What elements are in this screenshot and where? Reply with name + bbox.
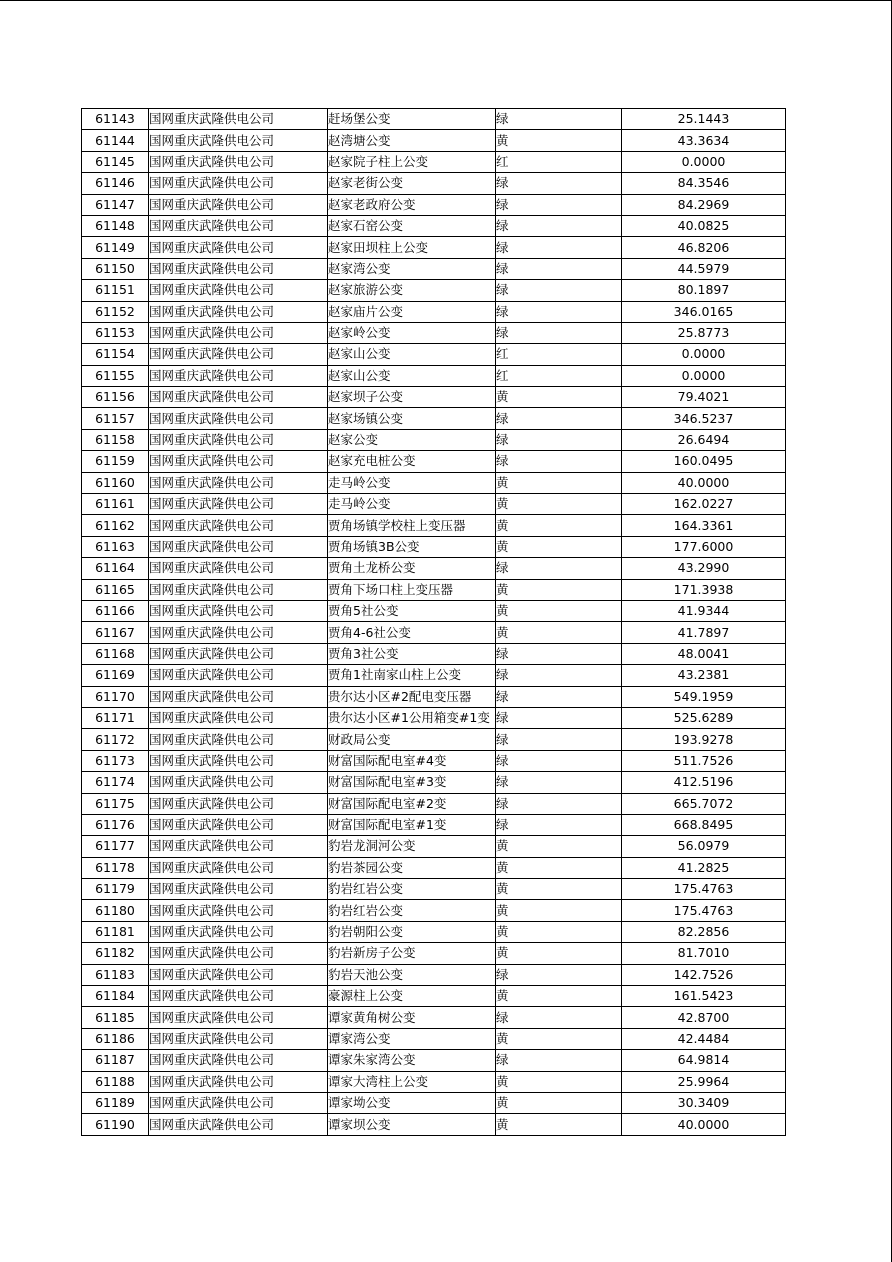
level-cell: 黄	[496, 536, 622, 557]
level-cell: 绿	[496, 429, 622, 450]
station-cell: 赵家田坝柱上公变	[328, 237, 496, 258]
row-id-cell: 61166	[82, 600, 149, 621]
company-cell: 国网重庆武隆供电公司	[149, 130, 328, 151]
level-cell: 绿	[496, 109, 622, 130]
station-cell: 贾角3社公变	[328, 643, 496, 664]
value-cell: 64.9814	[622, 1050, 786, 1071]
level-cell: 绿	[496, 1007, 622, 1028]
level-cell: 黄	[496, 1071, 622, 1092]
table-row	[82, 344, 786, 365]
company-cell: 国网重庆武隆供电公司	[149, 536, 328, 557]
table-body	[82, 109, 786, 1136]
level-cell: 绿	[496, 408, 622, 429]
table-row	[82, 665, 786, 686]
level-cell: 黄	[496, 579, 622, 600]
table-row	[82, 686, 786, 707]
company-cell: 国网重庆武隆供电公司	[149, 494, 328, 515]
table-row	[82, 558, 786, 579]
station-cell: 赵家院子柱上公变	[328, 151, 496, 172]
row-id-cell: 61162	[82, 515, 149, 536]
row-id-cell: 61147	[82, 194, 149, 215]
level-cell: 绿	[496, 237, 622, 258]
row-id-cell: 61157	[82, 408, 149, 429]
station-cell: 赵湾塘公变	[328, 130, 496, 151]
table-row	[82, 921, 786, 942]
row-id-cell: 61158	[82, 429, 149, 450]
row-id-cell: 61176	[82, 814, 149, 835]
station-cell: 赵家坝子公变	[328, 387, 496, 408]
table-row	[82, 237, 786, 258]
company-cell: 国网重庆武隆供电公司	[149, 686, 328, 707]
station-cell: 赵家庙片公变	[328, 301, 496, 322]
company-cell: 国网重庆武隆供电公司	[149, 836, 328, 857]
row-id-cell: 61172	[82, 729, 149, 750]
company-cell: 国网重庆武隆供电公司	[149, 600, 328, 621]
company-cell: 国网重庆武隆供电公司	[149, 986, 328, 1007]
company-cell: 国网重庆武隆供电公司	[149, 173, 328, 194]
level-cell: 绿	[496, 451, 622, 472]
station-cell: 贾角1社南家山柱上公变	[328, 665, 496, 686]
level-cell: 黄	[496, 515, 622, 536]
value-cell: 41.9344	[622, 600, 786, 621]
level-cell: 绿	[496, 258, 622, 279]
company-cell: 国网重庆武隆供电公司	[149, 793, 328, 814]
row-id-cell: 61179	[82, 879, 149, 900]
station-cell: 财政局公变	[328, 729, 496, 750]
station-cell: 财富国际配电室#1变	[328, 814, 496, 835]
value-cell: 175.4763	[622, 879, 786, 900]
company-cell: 国网重庆武隆供电公司	[149, 258, 328, 279]
station-cell: 豹岩龙洞河公变	[328, 836, 496, 857]
level-cell: 黄	[496, 472, 622, 493]
row-id-cell: 61145	[82, 151, 149, 172]
company-cell: 国网重庆武隆供电公司	[149, 344, 328, 365]
company-cell: 国网重庆武隆供电公司	[149, 322, 328, 343]
company-cell: 国网重庆武隆供电公司	[149, 387, 328, 408]
level-cell: 绿	[496, 1050, 622, 1071]
station-cell: 财富国际配电室#3变	[328, 772, 496, 793]
row-id-cell: 61181	[82, 921, 149, 942]
row-id-cell: 61149	[82, 237, 149, 258]
table-row	[82, 707, 786, 728]
table-row	[82, 857, 786, 878]
company-cell: 国网重庆武隆供电公司	[149, 194, 328, 215]
value-cell: 0.0000	[622, 151, 786, 172]
value-cell: 549.1959	[622, 686, 786, 707]
company-cell: 国网重庆武隆供电公司	[149, 879, 328, 900]
station-cell: 谭家大湾柱上公变	[328, 1071, 496, 1092]
table-row	[82, 986, 786, 1007]
level-cell: 绿	[496, 215, 622, 236]
station-cell: 豪源柱上公变	[328, 986, 496, 1007]
company-cell: 国网重庆武隆供电公司	[149, 750, 328, 771]
value-cell: 525.6289	[622, 707, 786, 728]
station-cell: 贾角场镇学校柱上变压器	[328, 515, 496, 536]
value-cell: 81.7010	[622, 943, 786, 964]
value-cell: 30.3409	[622, 1092, 786, 1113]
transformer-table	[81, 108, 786, 1136]
value-cell: 162.0227	[622, 494, 786, 515]
value-cell: 665.7072	[622, 793, 786, 814]
station-cell: 豹岩红岩公变	[328, 879, 496, 900]
level-cell: 红	[496, 151, 622, 172]
table-row	[82, 622, 786, 643]
table-row	[82, 536, 786, 557]
table-row	[82, 173, 786, 194]
value-cell: 41.7897	[622, 622, 786, 643]
table-row	[82, 258, 786, 279]
company-cell: 国网重庆武隆供电公司	[149, 280, 328, 301]
row-id-cell: 61146	[82, 173, 149, 194]
level-cell: 黄	[496, 836, 622, 857]
row-id-cell: 61189	[82, 1092, 149, 1113]
table-row	[82, 772, 786, 793]
station-cell: 财富国际配电室#4变	[328, 750, 496, 771]
station-cell: 赵家充电桩公变	[328, 451, 496, 472]
value-cell: 142.7526	[622, 964, 786, 985]
company-cell: 国网重庆武隆供电公司	[149, 151, 328, 172]
table-row	[82, 793, 786, 814]
value-cell: 25.8773	[622, 322, 786, 343]
station-cell: 贾角下场口柱上变压器	[328, 579, 496, 600]
row-id-cell: 61186	[82, 1028, 149, 1049]
table-row	[82, 964, 786, 985]
row-id-cell: 61164	[82, 558, 149, 579]
company-cell: 国网重庆武隆供电公司	[149, 237, 328, 258]
value-cell: 160.0495	[622, 451, 786, 472]
level-cell: 黄	[496, 986, 622, 1007]
station-cell: 贾角4-6社公变	[328, 622, 496, 643]
row-id-cell: 61171	[82, 707, 149, 728]
company-cell: 国网重庆武隆供电公司	[149, 943, 328, 964]
level-cell: 绿	[496, 280, 622, 301]
level-cell: 绿	[496, 173, 622, 194]
row-id-cell: 61190	[82, 1114, 149, 1135]
level-cell: 红	[496, 344, 622, 365]
company-cell: 国网重庆武隆供电公司	[149, 558, 328, 579]
level-cell: 绿	[496, 814, 622, 835]
station-cell: 豹岩新房子公变	[328, 943, 496, 964]
value-cell: 40.0000	[622, 1114, 786, 1135]
value-cell: 43.2381	[622, 665, 786, 686]
row-id-cell: 61159	[82, 451, 149, 472]
row-id-cell: 61182	[82, 943, 149, 964]
value-cell: 177.6000	[622, 536, 786, 557]
station-cell: 赶场堡公变	[328, 109, 496, 130]
row-id-cell: 61175	[82, 793, 149, 814]
company-cell: 国网重庆武隆供电公司	[149, 1071, 328, 1092]
level-cell: 黄	[496, 900, 622, 921]
station-cell: 贵尔达小区#1公用箱变#1变	[328, 707, 496, 728]
row-id-cell: 61143	[82, 109, 149, 130]
company-cell: 国网重庆武隆供电公司	[149, 729, 328, 750]
station-cell: 谭家湾公变	[328, 1028, 496, 1049]
table-row	[82, 579, 786, 600]
value-cell: 164.3361	[622, 515, 786, 536]
level-cell: 黄	[496, 1114, 622, 1135]
row-id-cell: 61155	[82, 365, 149, 386]
level-cell: 绿	[496, 686, 622, 707]
station-cell: 走马岭公变	[328, 472, 496, 493]
level-cell: 黄	[496, 1028, 622, 1049]
row-id-cell: 61177	[82, 836, 149, 857]
value-cell: 346.0165	[622, 301, 786, 322]
company-cell: 国网重庆武隆供电公司	[149, 857, 328, 878]
company-cell: 国网重庆武隆供电公司	[149, 472, 328, 493]
value-cell: 511.7526	[622, 750, 786, 771]
value-cell: 40.0000	[622, 472, 786, 493]
table-row	[82, 365, 786, 386]
level-cell: 绿	[496, 322, 622, 343]
table-row	[82, 900, 786, 921]
table-row	[82, 515, 786, 536]
station-cell: 豹岩红岩公变	[328, 900, 496, 921]
value-cell: 25.1443	[622, 109, 786, 130]
station-cell: 谭家黄角树公变	[328, 1007, 496, 1028]
station-cell: 赵家老政府公变	[328, 194, 496, 215]
table-row	[82, 836, 786, 857]
table-row	[82, 472, 786, 493]
table-row	[82, 879, 786, 900]
level-cell: 绿	[496, 964, 622, 985]
level-cell: 绿	[496, 729, 622, 750]
value-cell: 42.4484	[622, 1028, 786, 1049]
value-cell: 0.0000	[622, 365, 786, 386]
level-cell: 黄	[496, 494, 622, 515]
station-cell: 贾角土龙桥公变	[328, 558, 496, 579]
company-cell: 国网重庆武隆供电公司	[149, 515, 328, 536]
table-row	[82, 194, 786, 215]
value-cell: 80.1897	[622, 280, 786, 301]
level-cell: 黄	[496, 921, 622, 942]
company-cell: 国网重庆武隆供电公司	[149, 643, 328, 664]
station-cell: 贾角5社公变	[328, 600, 496, 621]
level-cell: 绿	[496, 194, 622, 215]
station-cell: 赵家场镇公变	[328, 408, 496, 429]
company-cell: 国网重庆武隆供电公司	[149, 579, 328, 600]
row-id-cell: 61174	[82, 772, 149, 793]
level-cell: 黄	[496, 879, 622, 900]
row-id-cell: 61150	[82, 258, 149, 279]
row-id-cell: 61152	[82, 301, 149, 322]
station-cell: 谭家坝公变	[328, 1114, 496, 1135]
company-cell: 国网重庆武隆供电公司	[149, 451, 328, 472]
station-cell: 赵家湾公变	[328, 258, 496, 279]
table-row	[82, 1071, 786, 1092]
value-cell: 79.4021	[622, 387, 786, 408]
company-cell: 国网重庆武隆供电公司	[149, 772, 328, 793]
value-cell: 43.2990	[622, 558, 786, 579]
table-row	[82, 814, 786, 835]
table-row	[82, 301, 786, 322]
level-cell: 绿	[496, 643, 622, 664]
company-cell: 国网重庆武隆供电公司	[149, 900, 328, 921]
row-id-cell: 61178	[82, 857, 149, 878]
station-cell: 赵家岭公变	[328, 322, 496, 343]
station-cell: 豹岩天池公变	[328, 964, 496, 985]
company-cell: 国网重庆武隆供电公司	[149, 1007, 328, 1028]
station-cell: 赵家公变	[328, 429, 496, 450]
station-cell: 赵家山公变	[328, 365, 496, 386]
page-top-border	[0, 0, 892, 1]
level-cell: 绿	[496, 707, 622, 728]
station-cell: 贵尔达小区#2配电变压器	[328, 686, 496, 707]
station-cell: 赵家石窑公变	[328, 215, 496, 236]
table-row	[82, 109, 786, 130]
company-cell: 国网重庆武隆供电公司	[149, 1114, 328, 1135]
company-cell: 国网重庆武隆供电公司	[149, 301, 328, 322]
row-id-cell: 61167	[82, 622, 149, 643]
level-cell: 绿	[496, 558, 622, 579]
company-cell: 国网重庆武隆供电公司	[149, 1028, 328, 1049]
table-row	[82, 750, 786, 771]
station-cell: 谭家坳公变	[328, 1092, 496, 1113]
table-row	[82, 494, 786, 515]
row-id-cell: 61156	[82, 387, 149, 408]
level-cell: 绿	[496, 750, 622, 771]
station-cell: 赵家老街公变	[328, 173, 496, 194]
level-cell: 绿	[496, 772, 622, 793]
table-row	[82, 451, 786, 472]
company-cell: 国网重庆武隆供电公司	[149, 665, 328, 686]
level-cell: 黄	[496, 130, 622, 151]
row-id-cell: 61161	[82, 494, 149, 515]
value-cell: 56.0979	[622, 836, 786, 857]
company-cell: 国网重庆武隆供电公司	[149, 1050, 328, 1071]
company-cell: 国网重庆武隆供电公司	[149, 215, 328, 236]
value-cell: 84.3546	[622, 173, 786, 194]
table-row	[82, 729, 786, 750]
station-cell: 赵家山公变	[328, 344, 496, 365]
value-cell: 41.2825	[622, 857, 786, 878]
company-cell: 国网重庆武隆供电公司	[149, 814, 328, 835]
value-cell: 44.5979	[622, 258, 786, 279]
table-row	[82, 643, 786, 664]
company-cell: 国网重庆武隆供电公司	[149, 365, 328, 386]
table-row	[82, 1028, 786, 1049]
level-cell: 黄	[496, 387, 622, 408]
value-cell: 175.4763	[622, 900, 786, 921]
table-row	[82, 600, 786, 621]
row-id-cell: 61144	[82, 130, 149, 151]
row-id-cell: 61185	[82, 1007, 149, 1028]
row-id-cell: 61168	[82, 643, 149, 664]
company-cell: 国网重庆武隆供电公司	[149, 622, 328, 643]
company-cell: 国网重庆武隆供电公司	[149, 429, 328, 450]
row-id-cell: 61165	[82, 579, 149, 600]
company-cell: 国网重庆武隆供电公司	[149, 1092, 328, 1113]
value-cell: 161.5423	[622, 986, 786, 1007]
table-row	[82, 429, 786, 450]
station-cell: 豹岩朝阳公变	[328, 921, 496, 942]
station-cell: 贾角场镇3B公变	[328, 536, 496, 557]
row-id-cell: 61183	[82, 964, 149, 985]
station-cell: 走马岭公变	[328, 494, 496, 515]
value-cell: 43.3634	[622, 130, 786, 151]
row-id-cell: 61154	[82, 344, 149, 365]
level-cell: 绿	[496, 665, 622, 686]
row-id-cell: 61180	[82, 900, 149, 921]
value-cell: 48.0041	[622, 643, 786, 664]
table-row	[82, 280, 786, 301]
row-id-cell: 61169	[82, 665, 149, 686]
value-cell: 25.9964	[622, 1071, 786, 1092]
table-row	[82, 1092, 786, 1113]
table-row	[82, 1114, 786, 1135]
company-cell: 国网重庆武隆供电公司	[149, 964, 328, 985]
table-row	[82, 943, 786, 964]
row-id-cell: 61173	[82, 750, 149, 771]
company-cell: 国网重庆武隆供电公司	[149, 408, 328, 429]
row-id-cell: 61151	[82, 280, 149, 301]
value-cell: 171.3938	[622, 579, 786, 600]
row-id-cell: 61153	[82, 322, 149, 343]
table-row	[82, 130, 786, 151]
level-cell: 黄	[496, 600, 622, 621]
table-row	[82, 1007, 786, 1028]
table-row	[82, 1050, 786, 1071]
company-cell: 国网重庆武隆供电公司	[149, 707, 328, 728]
table-row	[82, 151, 786, 172]
level-cell: 红	[496, 365, 622, 386]
level-cell: 绿	[496, 793, 622, 814]
value-cell: 193.9278	[622, 729, 786, 750]
company-cell: 国网重庆武隆供电公司	[149, 921, 328, 942]
value-cell: 668.8495	[622, 814, 786, 835]
level-cell: 黄	[496, 1092, 622, 1113]
value-cell: 40.0825	[622, 215, 786, 236]
level-cell: 黄	[496, 943, 622, 964]
company-cell: 国网重庆武隆供电公司	[149, 109, 328, 130]
level-cell: 黄	[496, 857, 622, 878]
table-row	[82, 322, 786, 343]
table-row	[82, 215, 786, 236]
station-cell: 谭家朱家湾公变	[328, 1050, 496, 1071]
value-cell: 46.8206	[622, 237, 786, 258]
row-id-cell: 61187	[82, 1050, 149, 1071]
value-cell: 412.5196	[622, 772, 786, 793]
row-id-cell: 61170	[82, 686, 149, 707]
value-cell: 84.2969	[622, 194, 786, 215]
row-id-cell: 61160	[82, 472, 149, 493]
row-id-cell: 61163	[82, 536, 149, 557]
value-cell: 26.6494	[622, 429, 786, 450]
level-cell: 绿	[496, 301, 622, 322]
station-cell: 赵家旅游公变	[328, 280, 496, 301]
value-cell: 346.5237	[622, 408, 786, 429]
value-cell: 82.2856	[622, 921, 786, 942]
table-row	[82, 408, 786, 429]
level-cell: 黄	[496, 622, 622, 643]
value-cell: 42.8700	[622, 1007, 786, 1028]
station-cell: 财富国际配电室#2变	[328, 793, 496, 814]
row-id-cell: 61188	[82, 1071, 149, 1092]
station-cell: 豹岩茶园公变	[328, 857, 496, 878]
row-id-cell: 61148	[82, 215, 149, 236]
table-row	[82, 387, 786, 408]
row-id-cell: 61184	[82, 986, 149, 1007]
value-cell: 0.0000	[622, 344, 786, 365]
